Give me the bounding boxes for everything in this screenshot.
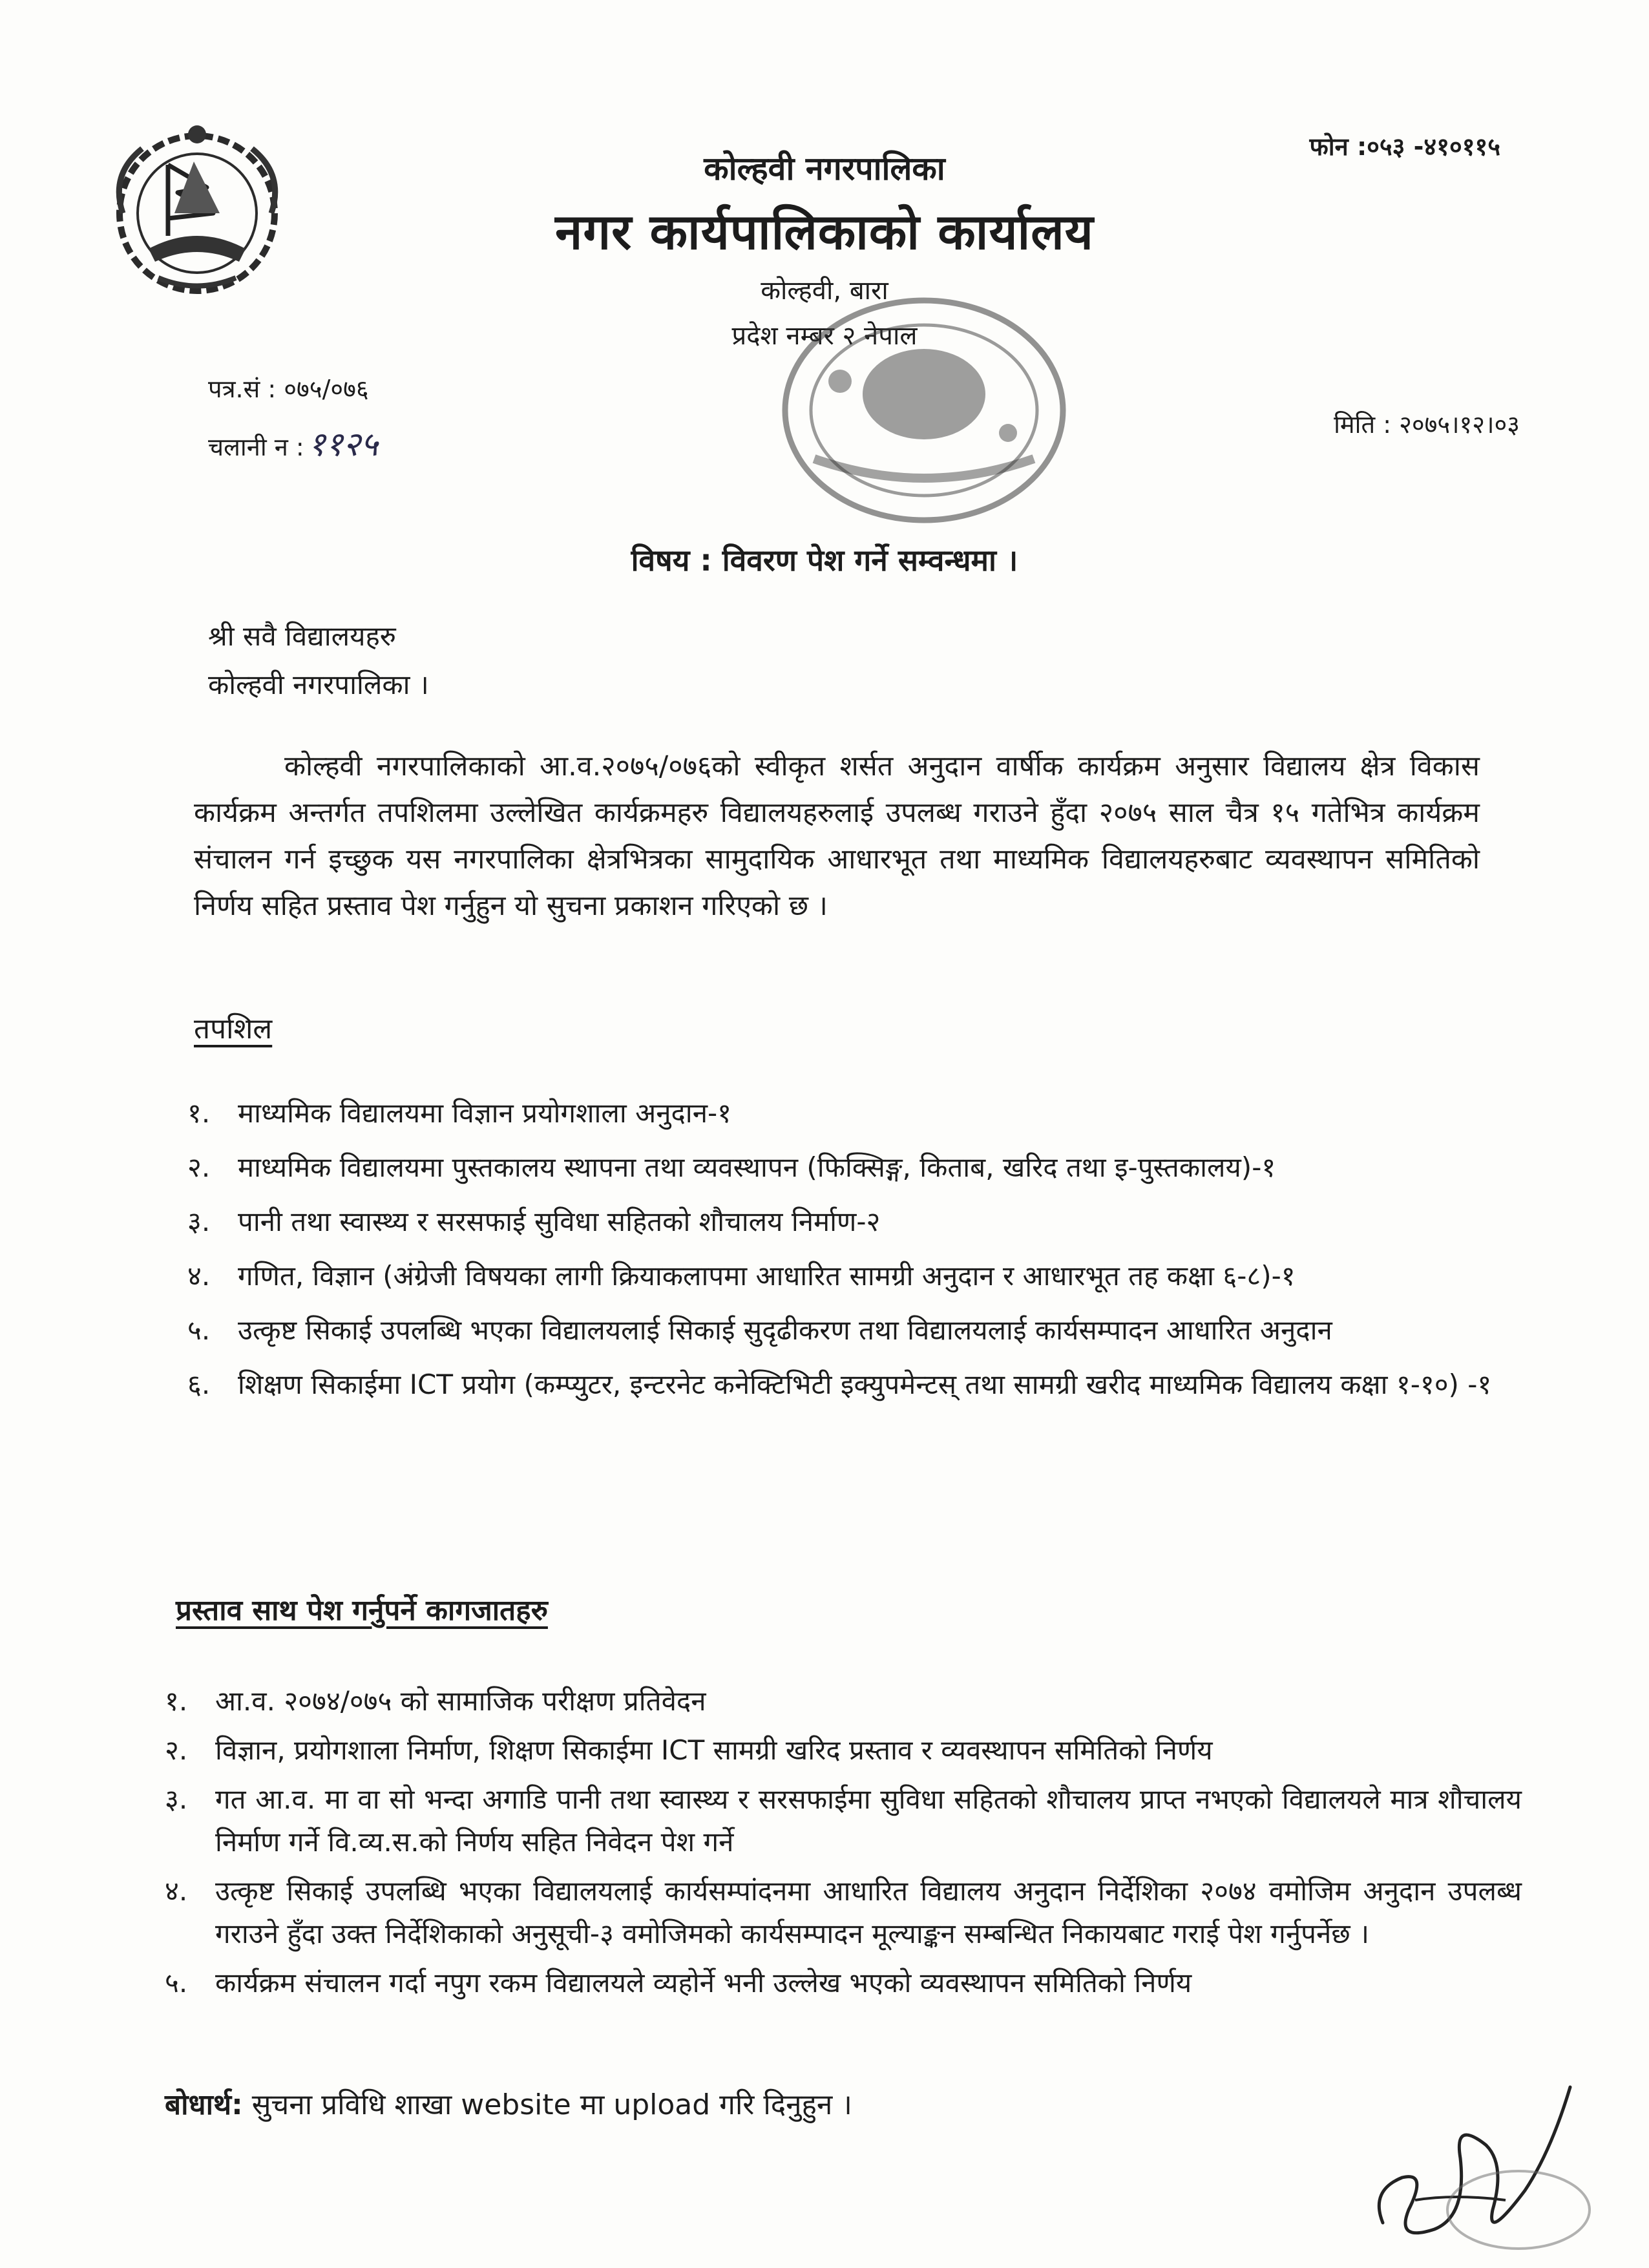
office-name: नगर कार्यपालिकाको कार्यालय bbox=[555, 203, 1094, 260]
recipient-line-1: श्री सवै विद्यालयहरु bbox=[208, 620, 396, 652]
cc-line bbox=[165, 2084, 852, 2123]
address-line-2: प्रदेश नम्बर २ नेपाल bbox=[731, 321, 918, 351]
list-item: ३. गत आ.व. मा वा सो भन्दा अगाडि पानी तथा स्वास्थ्य र सरसफाईमा सुविधा सहितको शौचालय प्राप्त नभएको विद्यालयले मात्र शौचालय निर्माण गर्ने वि.व्य.स.को निर्णय सहित निवेदन पेश गर्ने bbox=[165, 1783, 1522, 1858]
office-stamp-icon bbox=[762, 284, 1086, 536]
subject-line: विषय : विवरण पेश गर्ने सम्वन्धमा । bbox=[631, 543, 1018, 578]
list-item: ४. उत्कृष्ट सिकाई उपलब्धि भएका विद्यालयलाई कार्यसम्पांदनमा आधारित विद्यालय अनुदान निर्देशिका २०७४ वमोजिम अनुदान उपलब्ध गराउने हुँदा उक्त निर्देशिकाको अनुसूची-३ वमोजिमको कार्यसम्पादन मूल्याङ्कन सम्बन्धित निकायबाट गराई पेश गर्नुपर्नेछ । bbox=[165, 1875, 1522, 1949]
dispatch-label: चलानी न : bbox=[208, 433, 304, 461]
program-list bbox=[187, 1092, 1518, 1418]
municipality-name: कोल्हवी नगरपालिका bbox=[704, 150, 945, 187]
dispatch-handwritten-number: ११२५ bbox=[308, 425, 378, 464]
list-item: १. माध्यमिक विद्यालयमा विज्ञान प्रयोगशाला अनुदान-१ bbox=[187, 1097, 731, 1129]
body-paragraph: कोल्हवी नगरपालिकाको आ.व.२०७५/०७६को स्वीकृत शर्सत अनुदान वार्षीक कार्यक्रम अनुसार विद्यालय क्षेत्र विकास कार्यक्रम अन्तर्गत तपशिलमा उल्लेखित कार्यक्रमहरु विद्यालयहरुलाई उपलब्ध गराउने हुँदा २०७५ साल चैत्र १५ गतेभित्र कार्यक्रम संचालन गर्न इच्छुक यस नगरपालिका क्षेत्रभित्रका सामुदायिक आधारभूत तथा माध्यमिक विद्यालयहरुबाट व्यवस्थापन समितिको निर्णय सहित प्रस्ताव पेश गर्नुहुन यो सुचना प्रकाशन गरिएको छ । bbox=[194, 750, 1480, 922]
reference-number: पत्र.सं : ०७५/०७६ bbox=[208, 375, 369, 403]
signature-icon bbox=[1357, 2061, 1596, 2255]
letter-date: मिति : २०७५।१२।०३ bbox=[1334, 410, 1520, 439]
list-item: ५. उत्कृष्ट सिकाई उपलब्धि भएका विद्यालयलाई सिकाई सुदृढीकरण तथा विद्यालयलाई कार्यसम्पादन आधारित अनुदान bbox=[187, 1314, 1332, 1346]
recipient-line-2: कोल्हवी नगरपालिका । bbox=[208, 669, 429, 700]
tapsil-heading: तपशिल bbox=[194, 1013, 273, 1045]
cc-text: सुचना प्रविधि शाखा website मा upload गरि दिनुहुन । bbox=[251, 2088, 852, 2121]
phone-number: फोन :०५३ -४१०११५ bbox=[1309, 132, 1500, 161]
dispatch-number bbox=[208, 420, 378, 466]
list-item: ४. गणित, विज्ञान (अंग्रेजी विषयका लागी क्रियाकलापमा आधारित सामग्री अनुदान र आधारभूत तह कक्षा ६-८)-१ bbox=[187, 1260, 1296, 1292]
list-item: १. आ.व. २०७४/०७५ को सामाजिक परीक्षण प्रतिवेदन bbox=[165, 1685, 706, 1717]
address-line-1: कोल्हवी, बारा bbox=[761, 276, 888, 306]
list-item: २. माध्यमिक विद्यालयमा पुस्तकालय स्थापना तथा व्यवस्थापन (फिक्सिङ्ग, किताब, खरिद तथा इ-पुस्तकालय)-१ bbox=[187, 1151, 1276, 1183]
documents-list bbox=[165, 1680, 1522, 2011]
list-item: २. विज्ञान, प्रयोगशाला निर्माण, शिक्षण सिकाईमा ICT सामग्री खरिद प्रस्ताव र व्यवस्थापन समितिको निर्णय bbox=[165, 1734, 1213, 1766]
cc-label: बोधार्थ: bbox=[165, 2088, 243, 2121]
list-item: ६. शिक्षण सिकाईमा ICT प्रयोग (कम्प्युटर, इन्टरनेट कनेक्टिभिटी इक्युपमेन्टस् तथा सामग्री खरीद माध्यमिक विद्यालय कक्षा १-१०) -१ bbox=[187, 1369, 1492, 1400]
list-item: ३. पानी तथा स्वास्थ्य र सरसफाई सुविधा सहितको शौचालय निर्माण-२ bbox=[187, 1206, 881, 1237]
documents-heading: प्रस्ताव साथ पेश गर्नुपर्ने कागजातहरु bbox=[176, 1594, 548, 1627]
list-item: ५. कार्यक्रम संचालन गर्दा नपुग रकम विद्यालयले व्यहोर्ने भनी उल्लेख भएको व्यवस्थापन समितिको निर्णय bbox=[165, 1967, 1192, 1999]
